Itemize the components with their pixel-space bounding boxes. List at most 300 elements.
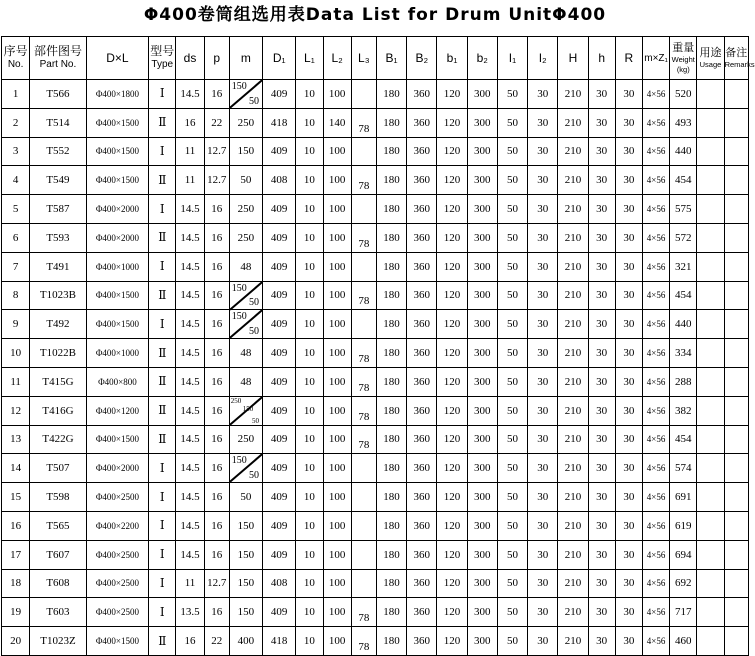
cell-usage [697, 310, 724, 339]
cell-B2: 360 [407, 483, 437, 512]
cell-i1: 50 [497, 540, 527, 569]
cell-p: 16 [204, 281, 229, 310]
cell-l1: 10 [296, 540, 323, 569]
cell-l1: 10 [296, 627, 323, 656]
cell-l3 [351, 511, 376, 540]
cell-H: 210 [558, 223, 588, 252]
cell-d1: 409 [263, 598, 296, 627]
cell-B1: 180 [376, 598, 406, 627]
cell-m: 250 [229, 195, 262, 224]
cell-l2: 100 [323, 252, 351, 281]
cell-p: 16 [204, 511, 229, 540]
cell-R: 30 [615, 627, 642, 656]
cell-B2: 360 [407, 281, 437, 310]
cell-type: Ⅱ [149, 627, 176, 656]
cell-h: 30 [588, 396, 615, 425]
table-row [2, 281, 749, 310]
cell-B2: 360 [407, 166, 437, 195]
cell-l2: 100 [323, 80, 351, 109]
cell-usage [697, 80, 724, 109]
cell-l3 [351, 483, 376, 512]
cell-i2: 30 [528, 108, 558, 137]
cell-dl: Φ400×1200 [86, 396, 149, 425]
cell-no: 12 [2, 396, 30, 425]
cell-m: 48 [229, 367, 262, 396]
cell-i2: 30 [528, 281, 558, 310]
cell-usage [697, 108, 724, 137]
cell-l1: 10 [296, 396, 323, 425]
cell-dl: Φ400×1000 [86, 252, 149, 281]
cell-i2: 30 [528, 166, 558, 195]
cell-l3: 78 [351, 367, 376, 396]
cell-l1: 10 [296, 281, 323, 310]
cell-m: 48 [229, 252, 262, 281]
cell-i1: 50 [497, 223, 527, 252]
cell-h: 30 [588, 425, 615, 454]
cell-usage [697, 569, 724, 598]
cell-usage [697, 598, 724, 627]
cell-l2: 100 [323, 483, 351, 512]
cell-l3 [351, 540, 376, 569]
table-row [2, 108, 749, 137]
cell-h: 30 [588, 137, 615, 166]
cell-b1-small: 120 [437, 195, 467, 224]
cell-b2-small: 300 [467, 483, 497, 512]
cell-l1: 10 [296, 166, 323, 195]
cell-l3 [351, 310, 376, 339]
cell-d1: 409 [263, 483, 296, 512]
header-dl: D×L [86, 37, 149, 80]
cell-part-no: T565 [30, 511, 86, 540]
cell-B1: 180 [376, 80, 406, 109]
cell-type: Ⅰ [149, 310, 176, 339]
cell-weight: 692 [670, 569, 697, 598]
cell-m: 250 [229, 223, 262, 252]
cell-usage [697, 454, 724, 483]
cell-ds: 14.5 [176, 310, 204, 339]
cell-p: 12.7 [204, 569, 229, 598]
cell-i2: 30 [528, 569, 558, 598]
cell-H: 210 [558, 310, 588, 339]
cell-remarks [724, 339, 748, 368]
cell-l3: 78 [351, 425, 376, 454]
cell-l3 [351, 252, 376, 281]
cell-b1-small: 120 [437, 80, 467, 109]
cell-ds: 14.5 [176, 540, 204, 569]
cell-weight: 694 [670, 540, 697, 569]
cell-remarks [724, 367, 748, 396]
cell-usage [697, 339, 724, 368]
cell-ds: 13.5 [176, 598, 204, 627]
table-row [2, 425, 749, 454]
cell-B1: 180 [376, 511, 406, 540]
cell-b1-small: 120 [437, 540, 467, 569]
header-type: 型号 Type [149, 37, 176, 80]
cell-ds: 14.5 [176, 396, 204, 425]
cell-B2: 360 [407, 454, 437, 483]
cell-type: Ⅰ [149, 137, 176, 166]
cell-B1: 180 [376, 425, 406, 454]
cell-d1: 408 [263, 166, 296, 195]
cell-l1: 10 [296, 454, 323, 483]
cell-i2: 30 [528, 425, 558, 454]
cell-mz: 4×56 [642, 108, 669, 137]
table-row [2, 137, 749, 166]
cell-m: 150 [229, 540, 262, 569]
cell-mz: 4×56 [642, 627, 669, 656]
cell-part-no: T608 [30, 569, 86, 598]
cell-B2: 360 [407, 367, 437, 396]
cell-H: 210 [558, 454, 588, 483]
header-l1: L₁ [296, 37, 323, 80]
cell-l1: 10 [296, 252, 323, 281]
header-remarks: 备注 Remarks [724, 37, 748, 80]
cell-H: 210 [558, 166, 588, 195]
cell-b2-small: 300 [467, 223, 497, 252]
cell-usage [697, 483, 724, 512]
cell-R: 30 [615, 454, 642, 483]
cell-mz: 4×56 [642, 540, 669, 569]
cell-b2-small: 300 [467, 252, 497, 281]
cell-d1: 409 [263, 80, 296, 109]
cell-h: 30 [588, 223, 615, 252]
cell-h: 30 [588, 454, 615, 483]
cell-no: 5 [2, 195, 30, 224]
cell-p: 12.7 [204, 137, 229, 166]
cell-l2: 100 [323, 166, 351, 195]
cell-H: 210 [558, 483, 588, 512]
cell-p: 16 [204, 396, 229, 425]
m-value-fraction: 150 50 [230, 454, 262, 482]
cell-h: 30 [588, 252, 615, 281]
cell-h: 30 [588, 310, 615, 339]
cell-type: Ⅰ [149, 80, 176, 109]
cell-R: 30 [615, 396, 642, 425]
cell-usage [697, 367, 724, 396]
cell-no: 6 [2, 223, 30, 252]
cell-l1: 10 [296, 483, 323, 512]
cell-weight: 454 [670, 425, 697, 454]
cell-b2-small: 300 [467, 396, 497, 425]
m-value-fraction: 250 150 50 [230, 397, 262, 425]
cell-d1: 409 [263, 137, 296, 166]
cell-d1: 409 [263, 367, 296, 396]
cell-p: 16 [204, 195, 229, 224]
cell-i1: 50 [497, 425, 527, 454]
cell-B1: 180 [376, 195, 406, 224]
cell-H: 210 [558, 80, 588, 109]
cell-no: 8 [2, 281, 30, 310]
cell-part-no: T598 [30, 483, 86, 512]
cell-l2: 100 [323, 367, 351, 396]
cell-i1: 50 [497, 137, 527, 166]
header-d1: D₁ [263, 37, 296, 80]
cell-part-no: T566 [30, 80, 86, 109]
cell-h: 30 [588, 339, 615, 368]
cell-b2-small: 300 [467, 454, 497, 483]
cell-l3 [351, 569, 376, 598]
cell-dl: Φ400×2500 [86, 540, 149, 569]
cell-H: 210 [558, 252, 588, 281]
cell-remarks [724, 425, 748, 454]
cell-d1: 409 [263, 252, 296, 281]
cell-l1: 10 [296, 80, 323, 109]
header-row [2, 37, 749, 80]
cell-dl: Φ400×1500 [86, 627, 149, 656]
table-row [2, 223, 749, 252]
cell-p: 16 [204, 483, 229, 512]
cell-b1-small: 120 [437, 598, 467, 627]
cell-usage [697, 223, 724, 252]
cell-weight: 382 [670, 396, 697, 425]
cell-B2: 360 [407, 80, 437, 109]
cell-B2: 360 [407, 108, 437, 137]
cell-type: Ⅰ [149, 511, 176, 540]
cell-i2: 30 [528, 454, 558, 483]
cell-R: 30 [615, 195, 642, 224]
cell-part-no: T492 [30, 310, 86, 339]
cell-no: 2 [2, 108, 30, 137]
cell-weight: 619 [670, 511, 697, 540]
cell-type: Ⅱ [149, 425, 176, 454]
cell-h: 30 [588, 108, 615, 137]
cell-ds: 14.5 [176, 281, 204, 310]
cell-b1-small: 120 [437, 483, 467, 512]
cell-type: Ⅱ [149, 108, 176, 137]
cell-b1-small: 120 [437, 223, 467, 252]
cell-type: Ⅰ [149, 252, 176, 281]
cell-no: 11 [2, 367, 30, 396]
cell-R: 30 [615, 367, 642, 396]
cell-b2-small: 300 [467, 281, 497, 310]
cell-d1: 408 [263, 569, 296, 598]
cell-i1: 50 [497, 511, 527, 540]
cell-i2: 30 [528, 223, 558, 252]
m-value-fraction: 150 50 [230, 282, 262, 310]
cell-i2: 30 [528, 367, 558, 396]
cell-ds: 14.5 [176, 80, 204, 109]
cell-d1: 409 [263, 511, 296, 540]
cell-usage [697, 511, 724, 540]
header-weight: 重量 Weight (kg) [670, 37, 697, 80]
cell-no: 17 [2, 540, 30, 569]
cell-part-no: T607 [30, 540, 86, 569]
cell-d1: 409 [263, 425, 296, 454]
cell-weight: 717 [670, 598, 697, 627]
cell-ds: 14.5 [176, 511, 204, 540]
cell-i2: 30 [528, 252, 558, 281]
cell-m: 250 [229, 108, 262, 137]
cell-remarks [724, 540, 748, 569]
cell-mz: 4×56 [642, 339, 669, 368]
cell-weight: 334 [670, 339, 697, 368]
cell-mz: 4×56 [642, 598, 669, 627]
cell-remarks [724, 80, 748, 109]
cell-dl: Φ400×1500 [86, 425, 149, 454]
cell-i2: 30 [528, 627, 558, 656]
cell-b1-small: 120 [437, 511, 467, 540]
cell-h: 30 [588, 598, 615, 627]
cell-R: 30 [615, 339, 642, 368]
cell-remarks [724, 569, 748, 598]
cell-l2: 100 [323, 223, 351, 252]
cell-remarks [724, 396, 748, 425]
cell-i2: 30 [528, 137, 558, 166]
cell-H: 210 [558, 195, 588, 224]
header-b1-small: b₁ [437, 37, 467, 80]
cell-B2: 360 [407, 223, 437, 252]
table-row [2, 598, 749, 627]
cell-no: 10 [2, 339, 30, 368]
cell-l1: 10 [296, 598, 323, 627]
header-l2: L₂ [323, 37, 351, 80]
cell-usage [697, 425, 724, 454]
cell-B1: 180 [376, 281, 406, 310]
cell-type: Ⅱ [149, 166, 176, 195]
cell-l3: 78 [351, 627, 376, 656]
cell-B2: 360 [407, 627, 437, 656]
cell-part-no: T1023Z [30, 627, 86, 656]
cell-d1: 418 [263, 108, 296, 137]
cell-i1: 50 [497, 598, 527, 627]
cell-l3: 78 [351, 598, 376, 627]
cell-remarks [724, 627, 748, 656]
cell-B2: 360 [407, 598, 437, 627]
cell-l1: 10 [296, 339, 323, 368]
cell-ds: 14.5 [176, 367, 204, 396]
cell-ds: 14.5 [176, 339, 204, 368]
cell-h: 30 [588, 281, 615, 310]
cell-H: 210 [558, 627, 588, 656]
table-row [2, 310, 749, 339]
table-row [2, 166, 749, 195]
cell-mz: 4×56 [642, 252, 669, 281]
cell-type: Ⅰ [149, 540, 176, 569]
cell-h: 30 [588, 511, 615, 540]
cell-i1: 50 [497, 281, 527, 310]
cell-b2-small: 300 [467, 627, 497, 656]
cell-l3: 78 [351, 281, 376, 310]
cell-dl: Φ400×2500 [86, 483, 149, 512]
cell-ds: 16 [176, 627, 204, 656]
cell-no: 4 [2, 166, 30, 195]
cell-h: 30 [588, 483, 615, 512]
cell-R: 30 [615, 108, 642, 137]
cell-B1: 180 [376, 396, 406, 425]
cell-p: 16 [204, 339, 229, 368]
cell-h: 30 [588, 80, 615, 109]
cell-weight: 493 [670, 108, 697, 137]
cell-b1-small: 120 [437, 108, 467, 137]
cell-weight: 321 [670, 252, 697, 281]
cell-part-no: T1023B [30, 281, 86, 310]
cell-dl: Φ400×2500 [86, 569, 149, 598]
table-row [2, 627, 749, 656]
cell-B1: 180 [376, 627, 406, 656]
cell-b1-small: 120 [437, 425, 467, 454]
cell-l1: 10 [296, 108, 323, 137]
table-row [2, 454, 749, 483]
cell-i1: 50 [497, 569, 527, 598]
cell-weight: 691 [670, 483, 697, 512]
cell-dl: Φ400×1500 [86, 108, 149, 137]
cell-dl: Φ400×2000 [86, 454, 149, 483]
cell-mz: 4×56 [642, 425, 669, 454]
cell-dl: Φ400×1500 [86, 137, 149, 166]
cell-b2-small: 300 [467, 339, 497, 368]
table-row [2, 396, 749, 425]
cell-l3 [351, 454, 376, 483]
cell-b1-small: 120 [437, 454, 467, 483]
cell-d1: 409 [263, 223, 296, 252]
cell-remarks [724, 166, 748, 195]
cell-B1: 180 [376, 483, 406, 512]
cell-m [229, 310, 262, 339]
cell-dl: Φ400×1500 [86, 310, 149, 339]
cell-R: 30 [615, 310, 642, 339]
table-row [2, 339, 749, 368]
cell-h: 30 [588, 195, 615, 224]
cell-i2: 30 [528, 339, 558, 368]
cell-m: 50 [229, 483, 262, 512]
cell-dl: Φ400×1000 [86, 339, 149, 368]
cell-part-no: T587 [30, 195, 86, 224]
cell-type: Ⅰ [149, 483, 176, 512]
cell-weight: 440 [670, 137, 697, 166]
cell-i1: 50 [497, 339, 527, 368]
cell-B1: 180 [376, 454, 406, 483]
cell-b1-small: 120 [437, 367, 467, 396]
cell-ds: 14.5 [176, 195, 204, 224]
cell-p: 16 [204, 454, 229, 483]
header-p: p [204, 37, 229, 80]
cell-d1: 409 [263, 396, 296, 425]
table-row [2, 195, 749, 224]
cell-i2: 30 [528, 80, 558, 109]
cell-m: 150 [229, 569, 262, 598]
cell-dl: Φ400×1500 [86, 281, 149, 310]
cell-p: 16 [204, 80, 229, 109]
cell-no: 13 [2, 425, 30, 454]
cell-m: 150 [229, 598, 262, 627]
cell-mz: 4×56 [642, 281, 669, 310]
cell-mz: 4×56 [642, 511, 669, 540]
cell-l2: 100 [323, 454, 351, 483]
cell-remarks [724, 511, 748, 540]
cell-remarks [724, 252, 748, 281]
cell-i2: 30 [528, 483, 558, 512]
cell-remarks [724, 195, 748, 224]
cell-b1-small: 120 [437, 627, 467, 656]
cell-no: 9 [2, 310, 30, 339]
cell-d1: 409 [263, 310, 296, 339]
cell-l1: 10 [296, 367, 323, 396]
cell-weight: 288 [670, 367, 697, 396]
cell-ds: 11 [176, 137, 204, 166]
cell-part-no: T549 [30, 166, 86, 195]
cell-H: 210 [558, 569, 588, 598]
cell-dl: Φ400×2000 [86, 223, 149, 252]
cell-l3 [351, 137, 376, 166]
cell-usage [697, 281, 724, 310]
cell-R: 30 [615, 166, 642, 195]
cell-remarks [724, 137, 748, 166]
cell-remarks [724, 454, 748, 483]
cell-no: 1 [2, 80, 30, 109]
cell-l3: 78 [351, 396, 376, 425]
cell-H: 210 [558, 396, 588, 425]
cell-b2-small: 300 [467, 310, 497, 339]
